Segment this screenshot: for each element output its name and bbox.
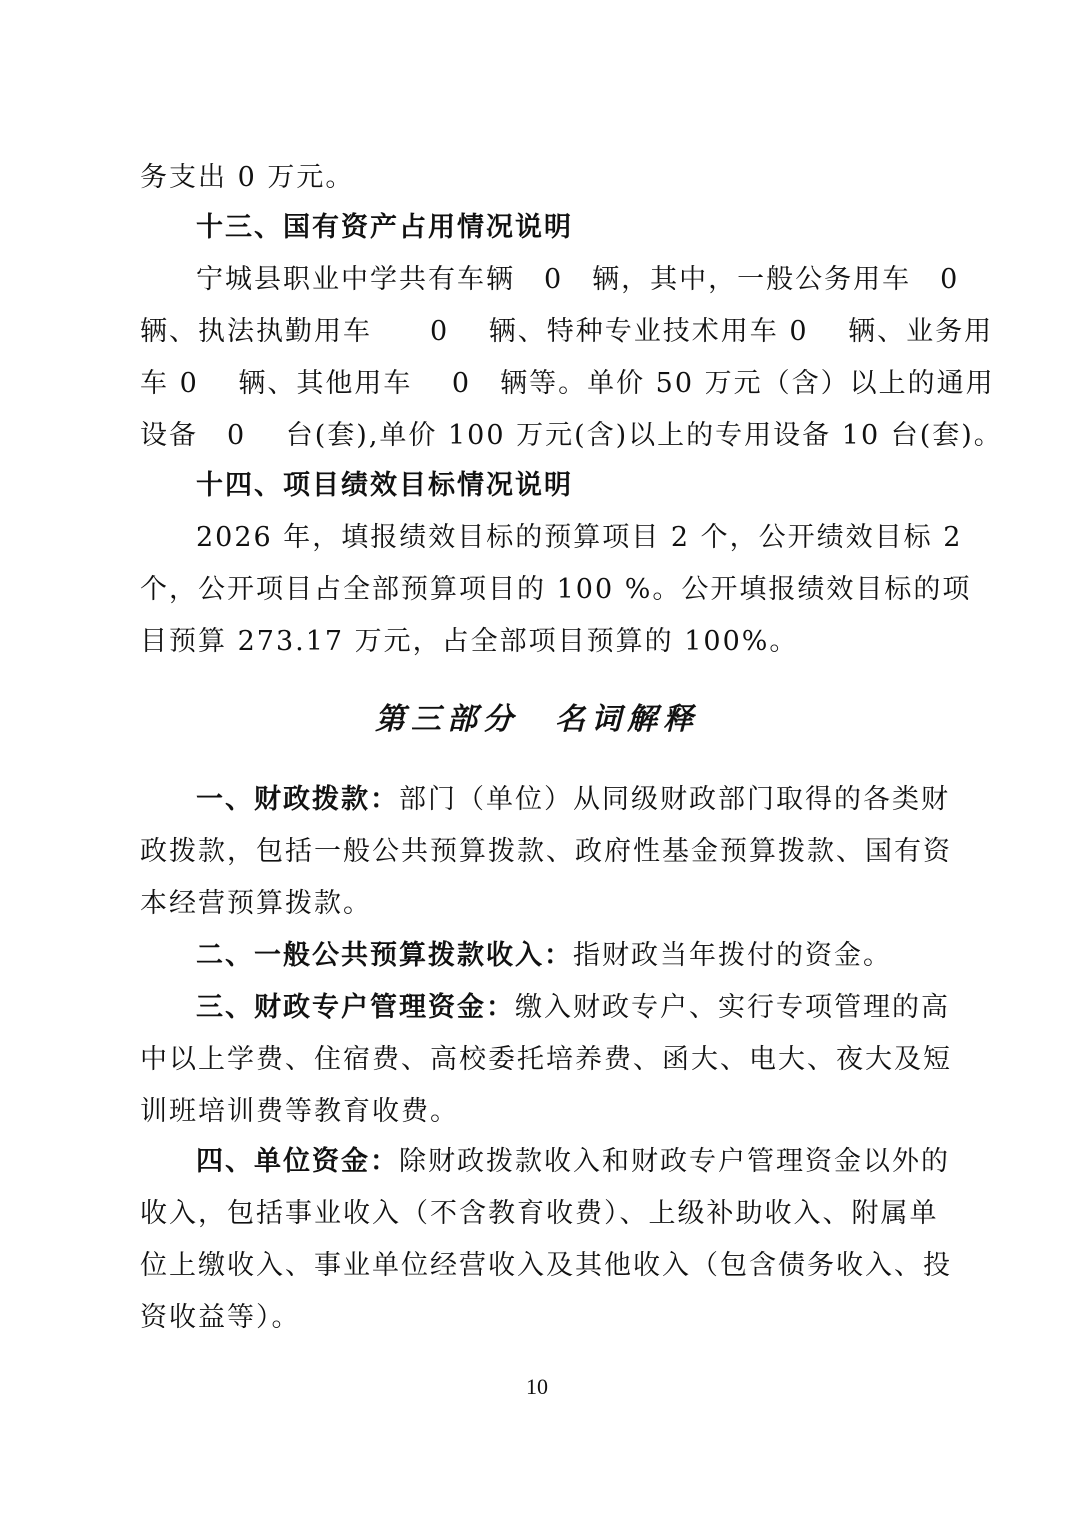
page-number: 10 [526,1374,548,1399]
term-paragraph-4 [196,1142,996,1182]
paragraph-line: 训班培训费等教育收费。 [140,1096,459,1127]
term-definition: 缴入财政专户、实行专项管理的高 [515,992,950,1023]
paragraph-line: 务支出 0 万元。 [140,162,355,193]
section-heading-13: 十三、国有资产占用情况说明 [196,212,573,243]
paragraph-line: 2026 年，填报绩效目标的预算项目 2 个，公开绩效目标 2 [196,522,963,553]
term-definition: 部门（单位）从同级财政部门取得的各类财 [399,784,950,815]
part-title: 第三部分 名词解释 [375,702,699,737]
paragraph-line: 收入，包括事业收入（不含教育收费）、上级补助收入、附属单 [140,1198,939,1229]
term-paragraph-1 [196,780,996,820]
term-label: 四、单位资金： [196,1146,399,1177]
paragraph-line: 本经营预算拨款。 [140,888,372,919]
paragraph-line: 政拨款，包括一般公共预算拨款、政府性基金预算拨款、国有资 [140,836,952,867]
term-label: 三、财政专户管理资金： [196,992,515,1023]
term-paragraph-2 [196,936,996,976]
paragraph-line: 目预算 273.17 万元，占全部项目预算的 100%。 [140,626,799,657]
term-paragraph-3 [196,988,996,1028]
term-definition: 除财政拨款收入和财政专户管理资金以外的 [399,1146,950,1177]
paragraph-line: 位上缴收入、事业单位经营收入及其他收入（包含债务收入、投 [140,1250,952,1281]
paragraph-line: 中以上学费、住宿费、高校委托培养费、函大、电大、夜大及短 [140,1044,952,1075]
term-label: 二、一般公共预算拨款收入： [196,940,573,971]
term-label: 一、财政拨款： [196,784,399,815]
term-definition: 指财政当年拨付的资金。 [573,940,892,971]
paragraph-line: 设备 0 台(套),单价 100 万元(含)以上的专用设备 10 台(套)。 [140,420,1003,451]
paragraph-line: 个，公开项目占全部预算项目的 100 %。公开填报绩效目标的项 [140,574,972,605]
paragraph-line: 资收益等）。 [140,1302,301,1333]
paragraph-line: 宁城县职业中学共有车辆 0 辆，其中，一般公务用车 0 [196,264,960,295]
paragraph-line: 车 0 辆、其他用车 0 辆等。单价 50 万元（含）以上的通用 [140,368,995,399]
paragraph-line: 辆、执法执勤用车 0 辆、特种专业技术用车 0 辆、业务用 [140,316,994,347]
section-heading-14: 十四、项目绩效目标情况说明 [196,470,573,501]
